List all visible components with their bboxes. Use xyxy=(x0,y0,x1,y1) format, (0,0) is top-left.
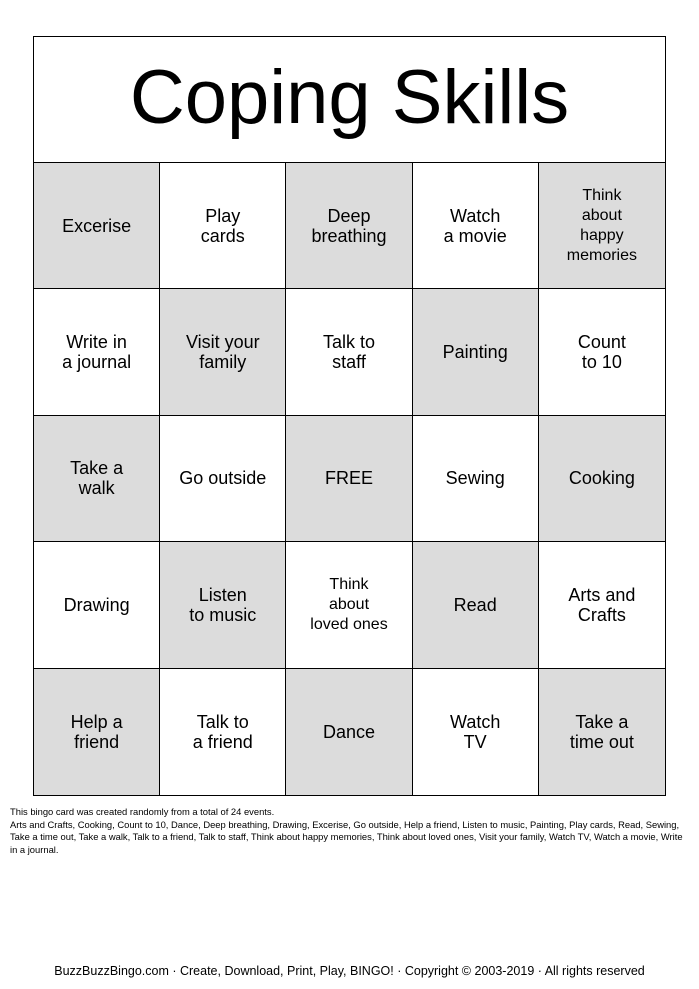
bingo-cell: Cooking xyxy=(539,416,665,542)
bingo-cell: Go outside xyxy=(160,416,286,542)
bingo-cell: Watch a movie xyxy=(413,163,539,289)
card-info xyxy=(10,806,690,856)
bingo-cell: Deep breathing xyxy=(286,163,412,289)
bingo-cell: Watch TV xyxy=(413,669,539,795)
bingo-cell: Count to 10 xyxy=(539,289,665,415)
card-title: Coping Skills xyxy=(34,37,665,163)
card-info-intro: This bingo card was created randomly from a total of 24 events. xyxy=(10,806,275,817)
bingo-cell: Read xyxy=(413,542,539,668)
bingo-cell: Talk to a friend xyxy=(160,669,286,795)
page-footer: BuzzBuzzBingo.com · Create, Download, Print, Play, BINGO! · Copyright © 2003-2019 · All rights reserved xyxy=(54,964,645,978)
bingo-cell: Talk to staff xyxy=(286,289,412,415)
free-cell: FREE xyxy=(286,416,412,542)
bingo-cell: Take a walk xyxy=(34,416,160,542)
bingo-cell: Sewing xyxy=(413,416,539,542)
card-info-events: Arts and Crafts, Cooking, Count to 10, Dance, Deep breathing, Drawing, Excerise, Go outside, Help a friend, Listen to music, Painting, Play cards, Read, Sewing, Take a time out, Take a walk, Talk to a friend, Talk to staff, Think about happy memories, Think about loved ones, Visit your family, Watch TV, Watch a movie, Write in a journal. xyxy=(10,818,683,855)
bingo-grid xyxy=(34,163,665,795)
bingo-cell: Write in a journal xyxy=(34,289,160,415)
bingo-cell: Dance xyxy=(286,669,412,795)
bingo-cell: Think about loved ones xyxy=(286,542,412,668)
bingo-cell: Drawing xyxy=(34,542,160,668)
bingo-cell: Listen to music xyxy=(160,542,286,668)
bingo-cell: Help a friend xyxy=(34,669,160,795)
bingo-cell: Play cards xyxy=(160,163,286,289)
bingo-cell: Excerise xyxy=(34,163,160,289)
bingo-cell: Take a time out xyxy=(539,669,665,795)
bingo-cell: Painting xyxy=(413,289,539,415)
bingo-cell: Arts and Crafts xyxy=(539,542,665,668)
bingo-cell: Visit your family xyxy=(160,289,286,415)
bingo-card xyxy=(33,36,666,796)
bingo-cell: Think about happy memories xyxy=(539,163,665,289)
